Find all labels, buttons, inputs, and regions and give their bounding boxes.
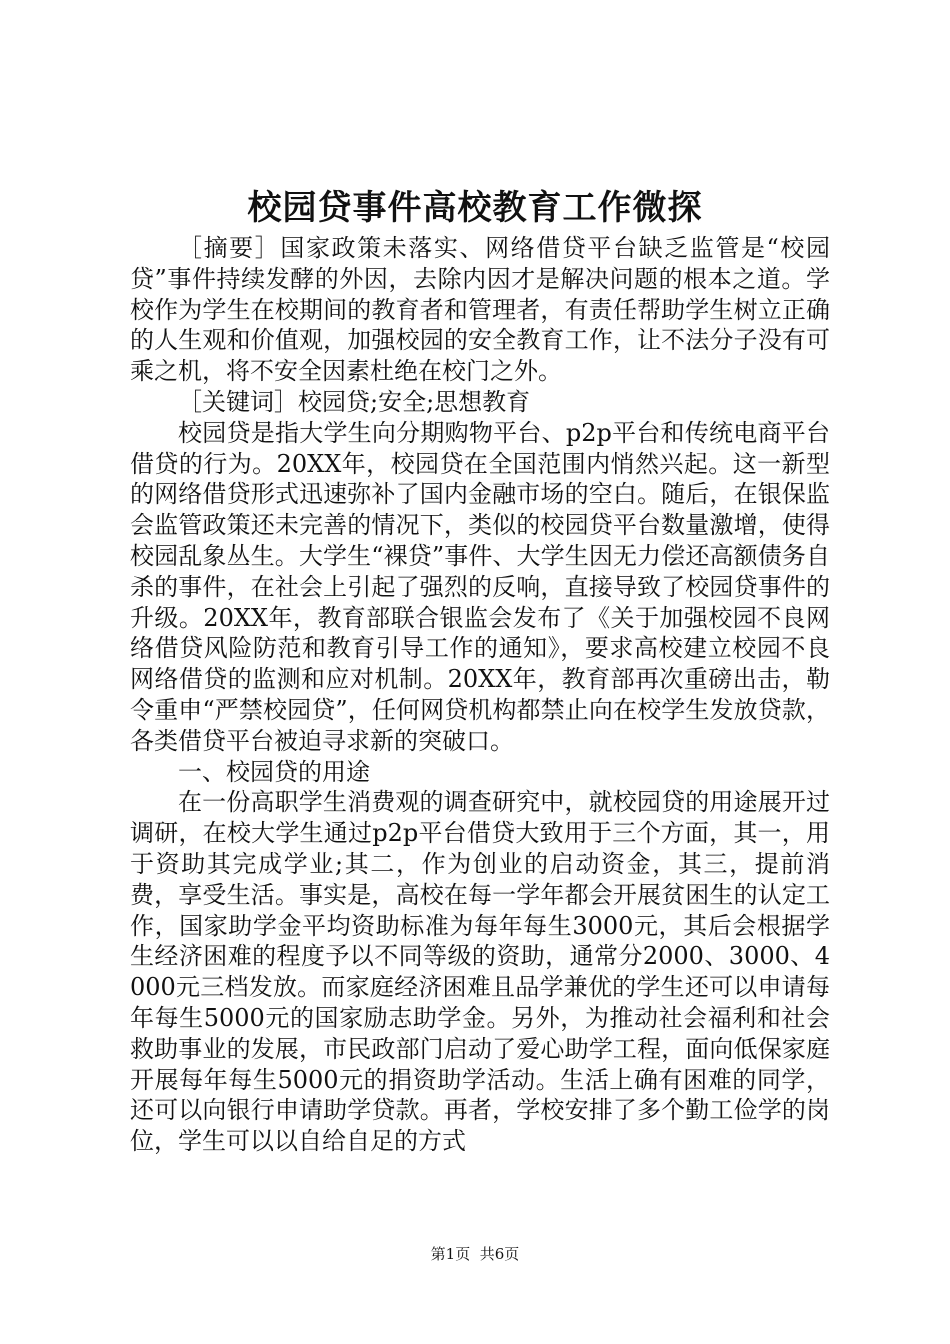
- keywords-paragraph: ［关键词］校园贷;安全;思想教育: [178, 387, 531, 416]
- abstract-paragraph: ［摘要］国家政策未落实、网络借贷平台缺乏监管是“校园贷”事件持续发酵的外因，去除内因才是解决问题的根本之道。学校作为学生在校期间的教育者和管理者，有责任帮助学生树立正确的人生观和价值观，加强校园的安全教育工作，让不法分子没有可乘之机，将不安全因素杜绝在校门之外。: [130, 234, 830, 386]
- intro-paragraph: 校园贷是指大学生向分期购物平台、p2p平台和传统电商平台借贷的行为。20XX年，校园贷在全国范围内悄然兴起。这一新型的网络借贷形式迅速弥补了国内金融市场的空白。随后，在银保监会监管政策还未完善的情况下，类似的校园贷平台数量激增，使得校园乱象丛生。大学生“裸贷”事件、大学生因无力偿还高额债务自杀的事件，在社会上引起了强烈的反响，直接导致了校园贷事件的升级。20XX年，教育部联合银监会发布了《关于加强校园不良网络借贷风险防范和教育引导工作的通知》，要求高校建立校园不良网络借贷的监测和应对机制。20XX年，教育部再次重磅出击，勒令重申“严禁校园贷”，任何网贷机构都禁止向在校学生发放贷款，各类借贷平台被迫寻求新的突破口。: [130, 418, 830, 755]
- section-heading: 一、校园贷的用途: [178, 757, 370, 786]
- usage-paragraph: 在一份高职学生消费观的调查研究中，就校园贷的用途展开过调研，在校大学生通过p2p平台借贷大致用于三个方面，其一，用于资助其完成学业;其二，作为创业的启动资金，其三，提前消费，享受生活。事实是，高校在每一学年都会开展贫困生的认定工作，国家助学金平均资助标准为每年每生3000元，其后会根据学生经济困难的程度予以不同等级的资助，通常分2000、3000、4000元三档发放。而家庭经济困难且品学兼优的学生还可以申请每年每生5000元的国家励志助学金。另外，为推动社会福利和社会救助事业的发展，市民政部门启动了爱心助学工程，面向低保家庭开展每年每生5000元的捐资助学活动。生活上确有困难的同学，还可以向银行申请助学贷款。再者，学校安排了多个勤工俭学的岗位，学生可以以自给自足的方式: [130, 788, 830, 1156]
- document-body: [130, 233, 830, 1157]
- page-number: 第1页: [430, 1245, 471, 1263]
- page-footer: [0, 1243, 950, 1265]
- document-title: 校园贷事件高校教育工作微探: [247, 188, 703, 228]
- page-total: 共6页: [479, 1245, 520, 1263]
